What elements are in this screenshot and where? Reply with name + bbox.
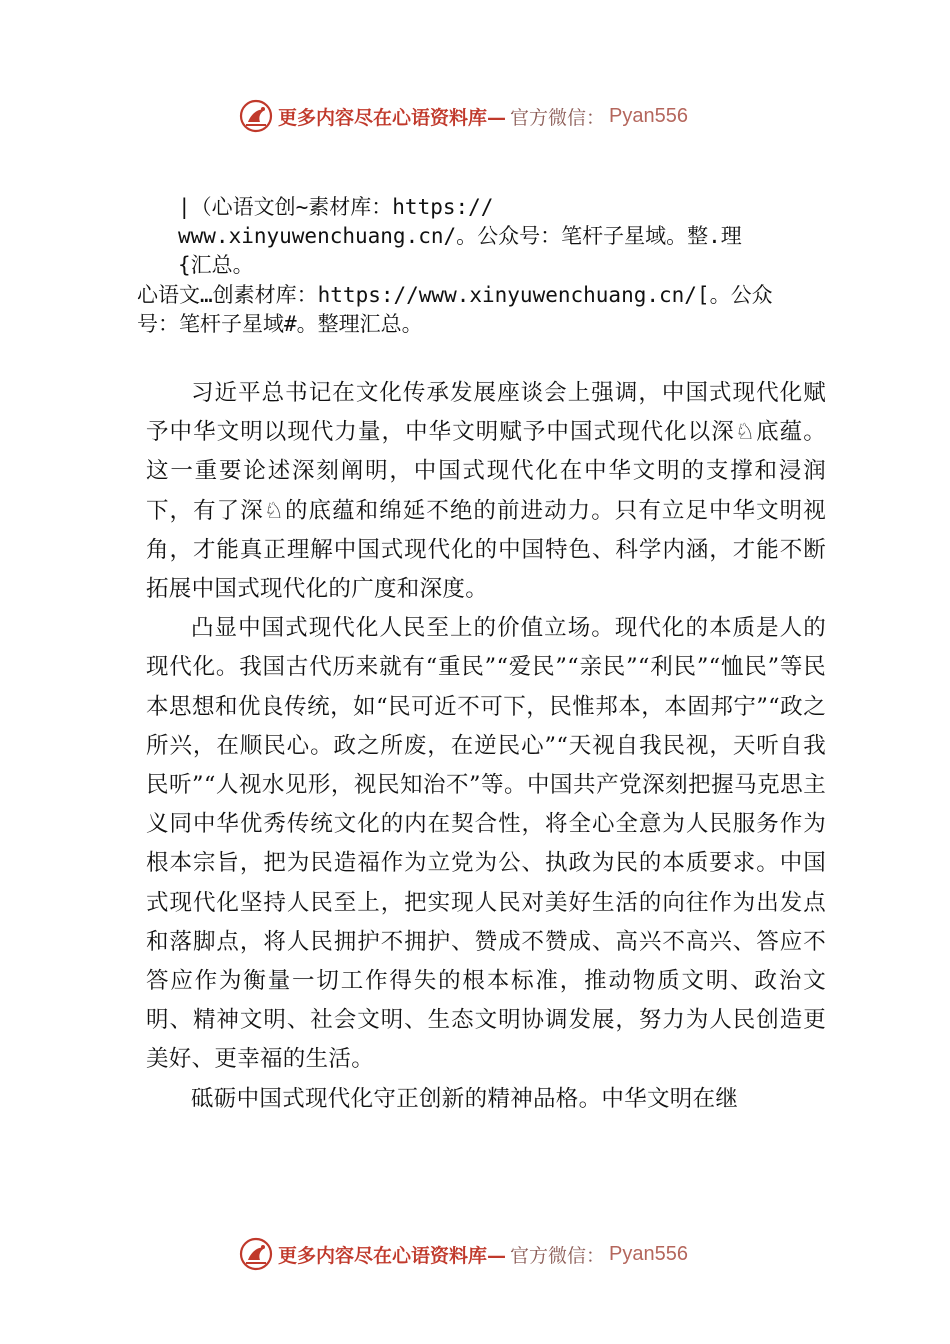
footer-banner[interactable]: [238, 1234, 738, 1274]
source-line-2: www.xinyuwenchuang.cn/。公众号：笔杆子星域。整.理: [178, 224, 742, 248]
paragraph-2: 凸显中国式现代化人民至上的价值立场。现代化的本质是人的现代化。我国古代历来就有“重民”“爱民”“亲民”“利民”“恤民”等民本思想和优良传统，如“民可近不可下，民惟邦本，本固邦宁”“政之所兴，在顺民心。政之所废，在逆民心”“天视自我民视，天听自我民听”“人视水见形，视民知治不”等。中国共产党深刻把握马克思主义同中华优秀传统文化的内在契合性，将全心全意为人民服务作为根本宗旨，把为民造福作为立党为公、执政为民的本质要求。中国式现代化坚持人民至上，把实现人民对美好生活的向往作为出发点和落脚点，将人民拥护不拥护、赞成不赞成、高兴不高兴、答应不答应作为衡量一切工作得失的根本标准，推动物质文明、政治文明、精神文明、社会文明、生态文明协调发展，努力为人民创造更美好、更幸福的生活。: [146, 615, 826, 1073]
banner-promo-text: 更多内容尽在心语资料库—: [278, 1244, 507, 1267]
source-line-5: 号：笔杆子星域#。整理汇总。: [137, 312, 423, 336]
header-banner[interactable]: [238, 96, 738, 136]
source-line-3: {汇总。: [178, 253, 254, 277]
source-line-1: |（心语文创~素材库：https://: [178, 195, 494, 219]
banner-wechat-id: Pyan556: [609, 1242, 688, 1265]
paragraph-3: 砥砺中国式现代化守正创新的精神品格。中华文明在继: [191, 1085, 739, 1112]
article-body: [146, 374, 826, 1119]
swan-logo-icon: [238, 1236, 274, 1272]
banner-wechat-label: 官方微信：: [510, 106, 606, 129]
swan-logo-icon: [238, 98, 274, 134]
paragraph-1: 习近平总书记在文化传承发展座谈会上强调，中国式现代化赋予中华文明以现代力量，中华文明赋予中国式现代化以深♘底蕴。这一重要论述深刻阐明，中国式现代化在中华文明的支撑和浸润下，有了深♘的底蕴和绵延不绝的前进动力。只有立足中华文明视角，才能真正理解中国式现代化的中国特色、科学内涵，才能不断拓展中国式现代化的广度和深度。: [146, 380, 826, 603]
banner-wechat-id: Pyan556: [609, 104, 688, 127]
banner-wechat-label: 官方微信：: [510, 1244, 606, 1267]
source-line-4: 心语文…创素材库：https://www.xinyuwenchuang.cn/[。公众: [137, 283, 773, 307]
banner-promo-text: 更多内容尽在心语资料库—: [278, 106, 507, 129]
